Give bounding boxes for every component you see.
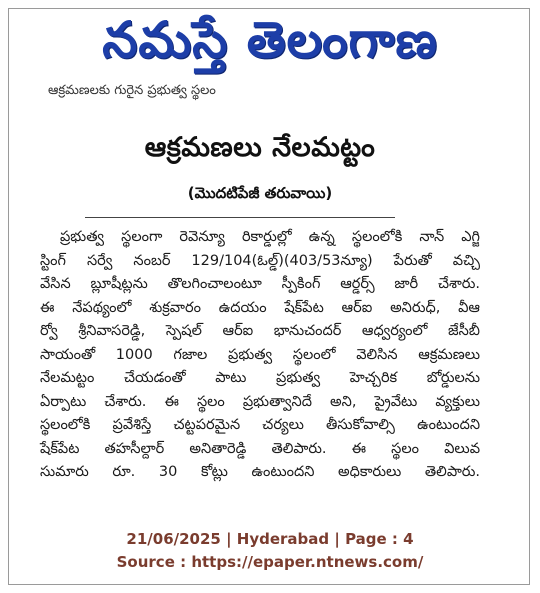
news-article <box>40 104 480 512</box>
body-line: సాయంతో 1000 గజాల ప్రభుత్వ స్థలంలో వెలిసిన ఆక్రమణలు <box>40 346 480 363</box>
article-subhead: (మొదటిపేజీ తరువాయి) <box>187 184 333 202</box>
headline-divider <box>85 217 395 218</box>
body-line: షేక్‌పేట తహసీల్దార్ అనితారెడ్డి తెలిపారు. ఈ స్థలం విలువ <box>40 440 480 457</box>
body-line: ఏర్పాటు చేశారు. ఈ స్థలం ప్రభుత్వానిదే అని, ప్రైవేటు వ్యక్తులు <box>40 393 480 410</box>
article-headline: ఆక్రమణలు నేలమట్టం <box>144 132 376 163</box>
body-line: ఈ నేపథ్యంలో శుక్రవారం ఉదయం షేక్‌పేట ఆర్ఐ అనిరుధ్, వీఆ <box>40 299 480 316</box>
body-line-truncated: సుమారు రూ. 30 కోట్లు ఉంటుందని అధికారులు తెలిపారు. <box>40 464 480 480</box>
body-line: ప్రభుత్వ స్థలంగా రెవెన్యూ రికార్డుల్లో ఉన్న స్థలంలోకి నాన్ ఎగ్జి <box>60 229 480 245</box>
cut-off-text: ఆక్రమణలకు గురైన ప్రభుత్వ స్థలం <box>48 83 216 98</box>
masthead-title: నమస్తే తెలంగాణ <box>102 11 438 69</box>
article-body <box>40 226 480 480</box>
source-link[interactable]: Source : https://epaper.ntnews.com/ <box>116 553 424 571</box>
body-line: స్థలంలోకి ప్రవేశిస్తే చట్టపరమైన చర్యలు తీసుకోవాల్సి ఉంటుందని <box>40 417 480 433</box>
body-line: ర్వో శ్రీనివాసరెడ్డి, స్పెషల్ ఆర్ఐ భానుచందర్ ఆధ్వర్యంలో జేసీబీ <box>40 323 480 339</box>
newspaper-masthead <box>0 0 540 80</box>
body-line: స్టింగ్ సర్వే నంబర్ 129/104(ఓల్డ్)(403/53న్యూ) పేరుతో వచ్చి <box>40 252 480 269</box>
edition-info: 21/06/2025 | Hyderabad | Page : 4 <box>126 530 414 548</box>
body-line: నేలమట్టం చేయడంతో పాటు ప్రభుత్వ హెచ్చరిక బోర్డులను <box>40 370 480 386</box>
body-line: వేసిన బ్లూషీట్లను తొలగించాలంటూ స్పీకింగ్ ఆర్డర్స్ జారీ చేశారు. <box>40 276 480 292</box>
cut-off-text-line <box>48 83 418 104</box>
